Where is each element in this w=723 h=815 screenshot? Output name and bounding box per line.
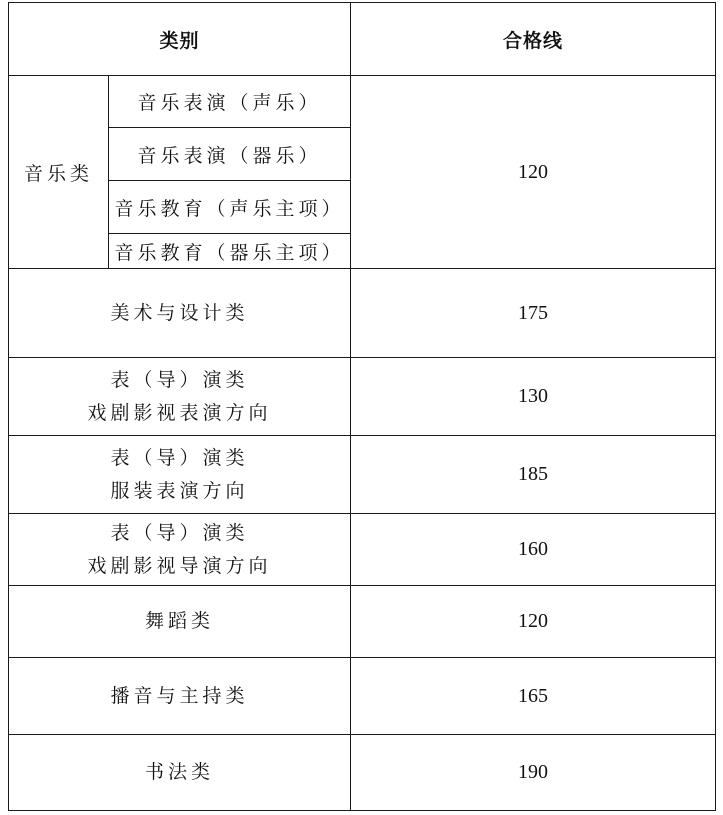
- table-row: [9, 76, 716, 128]
- score-cell: 130: [351, 358, 716, 436]
- table-row: [9, 514, 716, 586]
- score-cell: 185: [351, 436, 716, 514]
- category-line: 戏剧影视表演方向: [87, 401, 272, 424]
- category-line: 书法类: [145, 761, 215, 783]
- category-cell: [9, 269, 351, 358]
- passing-score-table: [8, 2, 716, 811]
- category-line: 表（导）演类: [110, 368, 249, 391]
- score-cell: 175: [351, 269, 716, 358]
- score-cell: 120: [351, 586, 716, 658]
- header-category: 类别: [9, 3, 351, 76]
- category-cell: [9, 735, 351, 811]
- category-cell: [9, 586, 351, 658]
- score-cell: 160: [351, 514, 716, 586]
- music-subcategory-cell: 音乐教育（器乐主项）: [109, 234, 351, 269]
- category-line: 播音与主持类: [110, 684, 249, 707]
- music-subcategory-cell: 音乐表演（器乐）: [109, 128, 351, 181]
- category-line: 舞蹈类: [145, 610, 215, 632]
- music-subcategory-cell: 音乐表演（声乐）: [109, 76, 351, 128]
- category-cell: [9, 436, 351, 514]
- header-row: [9, 3, 716, 76]
- category-line: 服装表演方向: [110, 479, 249, 502]
- category-line: 戏剧影视导演方向: [87, 554, 272, 577]
- table-row: [9, 586, 716, 658]
- category-line: 表（导）演类: [110, 446, 249, 469]
- category-line: 表（导）演类: [110, 521, 249, 544]
- table-row: [9, 436, 716, 514]
- music-group-cell: 音乐类: [9, 76, 109, 269]
- table-row: [9, 269, 716, 358]
- table-row: [9, 735, 716, 811]
- music-subcategory-cell: 音乐教育（声乐主项）: [109, 181, 351, 234]
- header-score: 合格线: [351, 3, 716, 76]
- table-row: [9, 658, 716, 735]
- score-cell: 165: [351, 658, 716, 735]
- category-line: 美术与设计类: [110, 301, 249, 324]
- category-cell: [9, 358, 351, 436]
- score-cell: 190: [351, 735, 716, 811]
- table-row: [9, 358, 716, 436]
- music-score-cell: 120: [351, 76, 716, 269]
- category-cell: [9, 514, 351, 586]
- category-cell: [9, 658, 351, 735]
